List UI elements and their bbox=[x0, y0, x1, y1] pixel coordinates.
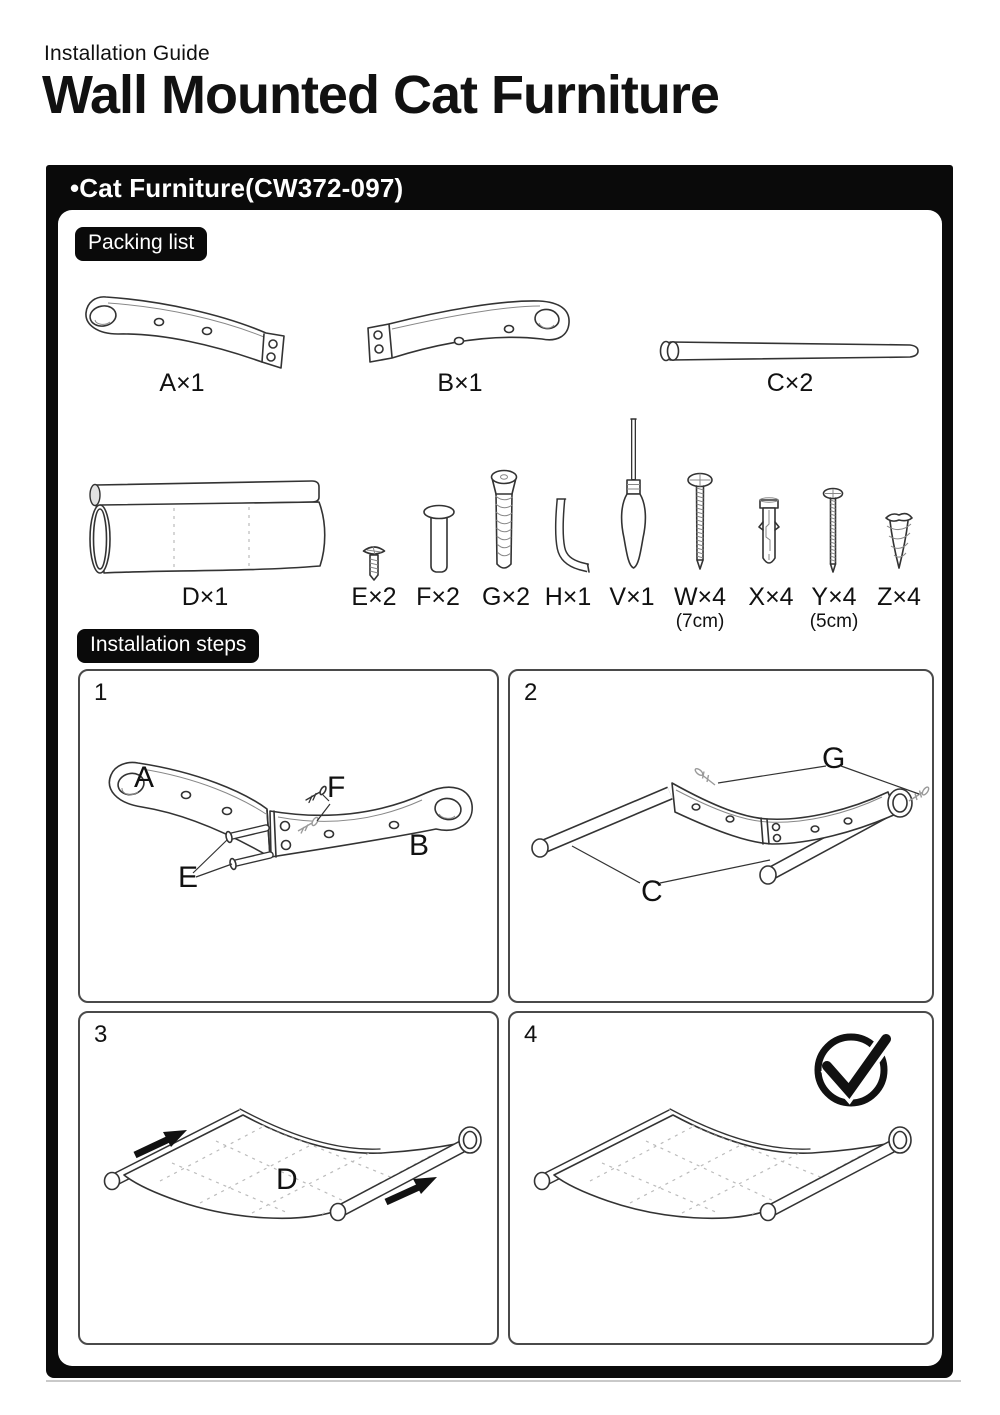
callout-g: G bbox=[822, 742, 846, 775]
part-c-diagram bbox=[650, 336, 925, 366]
step-2-number: 2 bbox=[524, 679, 538, 706]
part-h-label: H×1 bbox=[544, 583, 592, 611]
leader-c bbox=[572, 846, 770, 883]
part-x-diagram bbox=[756, 496, 782, 572]
part-v-diagram bbox=[617, 416, 649, 576]
checkmark-icon bbox=[818, 1037, 886, 1103]
part-c-label: C×2 bbox=[766, 369, 814, 397]
callout-b: B bbox=[409, 829, 430, 862]
step-3-diagram bbox=[80, 1013, 497, 1343]
part-d-diagram bbox=[74, 478, 332, 578]
step-1-diagram bbox=[80, 671, 497, 1001]
callout-c: C bbox=[641, 875, 663, 908]
callout-a: A bbox=[134, 761, 155, 794]
part-d-label: D×1 bbox=[181, 583, 229, 611]
part-b-diagram bbox=[364, 296, 574, 368]
part-f-label: F×2 bbox=[416, 583, 460, 611]
leader-g bbox=[718, 766, 919, 794]
step-1-number: 1 bbox=[94, 679, 108, 706]
part-w-diagram bbox=[685, 470, 715, 578]
page-title: Wall Mounted Cat Furniture bbox=[42, 65, 719, 125]
part-x-label: X×4 bbox=[748, 583, 794, 611]
part-g-diagram bbox=[489, 468, 519, 578]
part-y-label: Y×4 bbox=[811, 583, 857, 611]
step-3-number: 3 bbox=[94, 1021, 108, 1048]
step-4-box bbox=[508, 1011, 934, 1345]
step-1-box bbox=[78, 669, 499, 1003]
step-2-box bbox=[508, 669, 934, 1003]
part-w-label: W×4 bbox=[673, 583, 727, 611]
part-e-diagram bbox=[358, 542, 390, 582]
step-4-diagram bbox=[510, 1013, 932, 1343]
part-w-size-note: (7cm) bbox=[675, 611, 725, 632]
part-a-diagram bbox=[74, 291, 286, 371]
part-a-label: A×1 bbox=[159, 369, 205, 397]
part-y-size-note: (5cm) bbox=[809, 611, 859, 632]
installation-steps-tag: Installation steps bbox=[77, 629, 259, 663]
part-y-diagram bbox=[820, 486, 846, 576]
callout-f: F bbox=[327, 771, 346, 804]
step-2-diagram bbox=[510, 671, 932, 1001]
leader-e bbox=[193, 840, 232, 877]
guide-kicker: Installation Guide bbox=[44, 42, 210, 65]
part-f-diagram bbox=[422, 500, 456, 576]
part-e-label: E×2 bbox=[351, 583, 397, 611]
packing-list-tag: Packing list bbox=[75, 227, 207, 261]
part-z-diagram bbox=[883, 510, 915, 574]
callout-d: D bbox=[276, 1163, 298, 1196]
product-header: •Cat Furniture(CW372-097) bbox=[70, 173, 404, 203]
step-3-box bbox=[78, 1011, 499, 1345]
part-g-label: G×2 bbox=[482, 583, 530, 611]
part-z-label: Z×4 bbox=[877, 583, 921, 611]
part-v-label: V×1 bbox=[609, 583, 655, 611]
panel-shadow bbox=[46, 1380, 961, 1382]
step-4-number: 4 bbox=[524, 1021, 538, 1048]
part-h-diagram bbox=[548, 490, 592, 576]
part-b-label: B×1 bbox=[437, 369, 483, 397]
callout-e: E bbox=[178, 861, 199, 894]
